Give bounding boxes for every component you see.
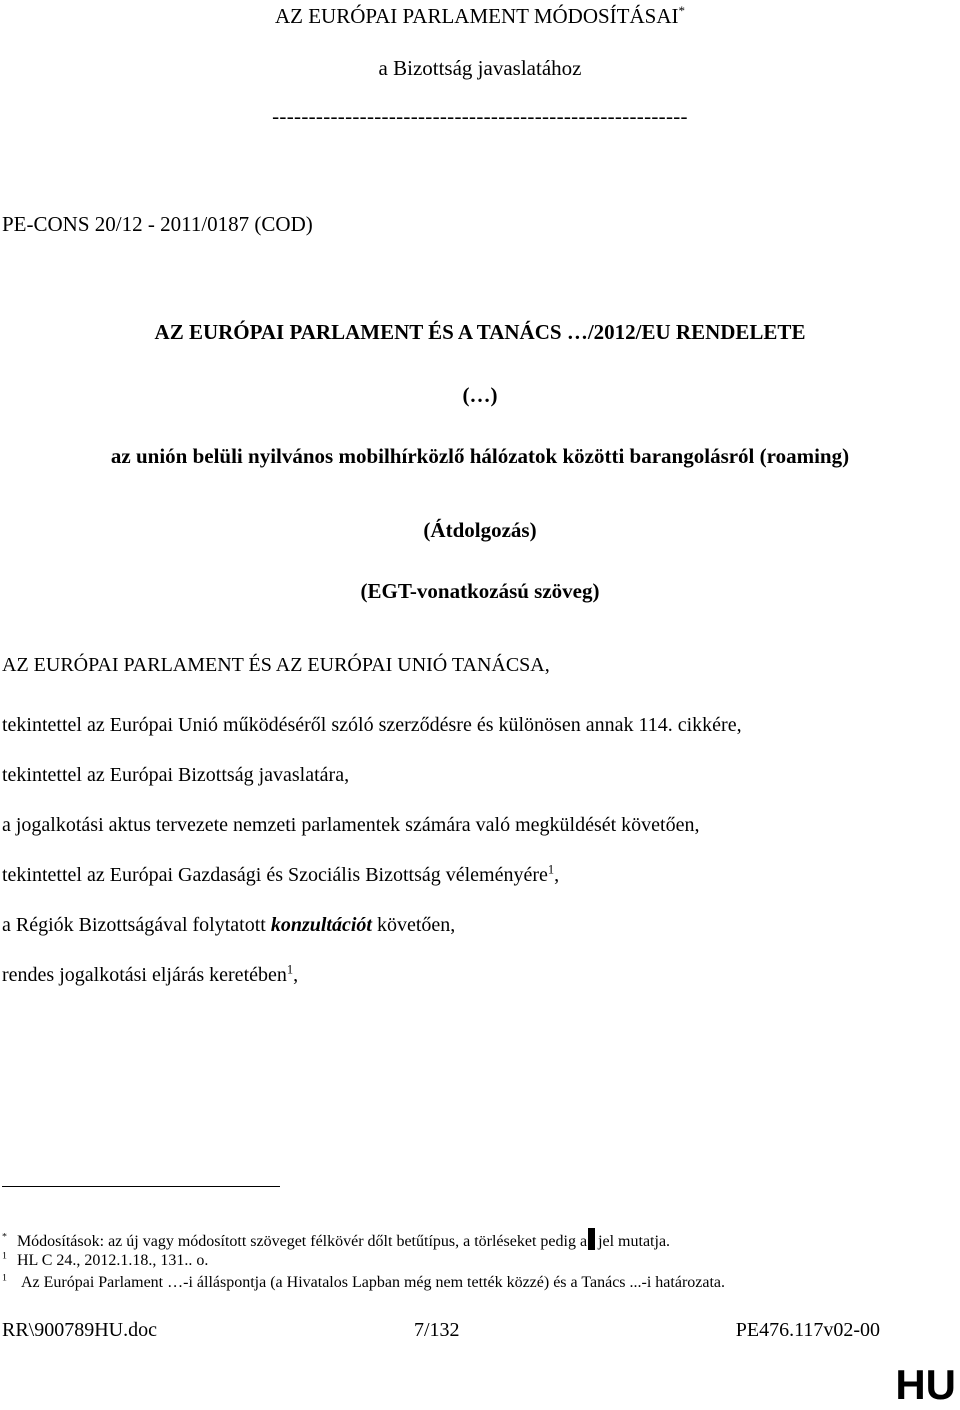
footnote-mark: *	[2, 1231, 7, 1243]
footer-page-number: 7/132	[414, 1319, 460, 1341]
regulation-date: (…)	[462, 383, 498, 407]
eesc-footnote-ref: 1	[547, 862, 555, 877]
citation-committee-regions: a Régiók Bizottságával folytatott konzultációt követően,	[2, 914, 456, 936]
footnote-separator	[2, 1186, 280, 1187]
regulation-heading: AZ EURÓPAI PARLAMENT ÉS A TANÁCS …/2012/EU RENDELETE	[154, 320, 806, 344]
recast-label: (Átdolgozás)	[423, 518, 537, 542]
dashed-separator: ---------------------------------------------------------	[272, 104, 688, 128]
title-footnote-mark: *	[678, 3, 686, 18]
document-reference: PE-CONS 20/12 - 2011/0187 (COD)	[2, 212, 313, 236]
footnote-mark: 1	[2, 1250, 7, 1262]
footer-document-reference: PE476.117v02-00	[735, 1319, 880, 1341]
citation-commission-proposal: tekintettel az Európai Bizottság javaslatára,	[2, 764, 350, 786]
footnote-oj-reference: $^1$ HL C 24., 2012.1.18., 131.. o.	[2, 1250, 209, 1269]
consultation-emphasis: konzultációt	[270, 914, 372, 936]
procedure-footnote-ref: 1	[286, 962, 294, 977]
amendments-title: AZ EURÓPAI PARLAMENT MÓDOSÍTÁSAI*	[274, 3, 686, 28]
citation-eesc-opinion: tekintettel az Európai Gazdasági és Szociális Bizottság véleményére$^1$,	[2, 862, 560, 886]
footnote-parliament-position: $^1$ Az Európai Parlament …-i álláspontja (a Hivatalos Lapban még nem tették közzé) és a Tanács ...-i határozata.	[2, 1272, 726, 1291]
citation-treaty: tekintettel az Európai Unió működéséről szóló szerződésre és különösen annak 114. cikkére,	[2, 714, 742, 736]
amendments-subtitle: a Bizottság javaslatához	[378, 56, 582, 80]
footnote-amendments: * Módosítások: az új vagy módosított szöveget félkövér dőlt betűtípus, a törléseket pedig a jel mutatja.	[2, 1228, 670, 1252]
preamble-authority: AZ EURÓPAI PARLAMENT ÉS AZ EURÓPAI UNIÓ TANÁCSA,	[2, 654, 550, 676]
regulation-subject: az unión belüli nyilvános mobilhírközlő hálózatok közötti barangolásról (roaming)	[110, 444, 850, 468]
footnote-mark: 1	[2, 1272, 7, 1284]
footer-filename: RR\900789HU.doc	[2, 1319, 157, 1341]
language-code: HU	[895, 1361, 956, 1408]
eea-relevance-label: (EGT-vonatkozású szöveg)	[360, 579, 600, 603]
citation-legislative-procedure: rendes jogalkotási eljárás keretében$^1$,	[2, 962, 299, 986]
deletion-marker-icon	[588, 1228, 595, 1250]
citation-national-parliaments: a jogalkotási aktus tervezete nemzeti parlamentek számára való megküldését követően,	[2, 814, 700, 836]
